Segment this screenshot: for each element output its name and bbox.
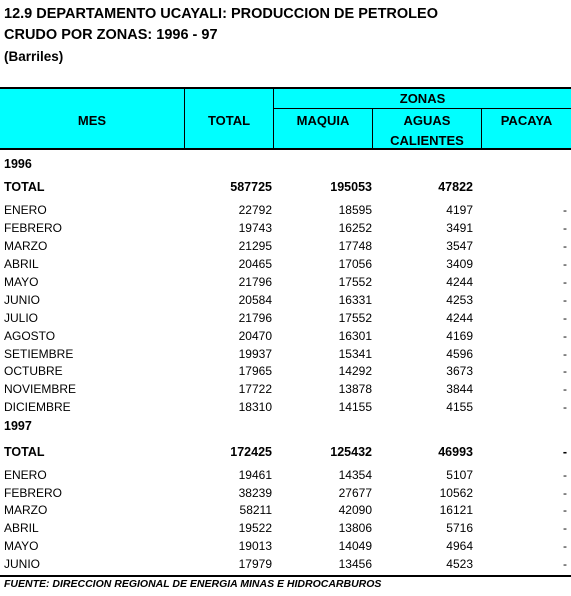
total-row	[0, 443, 571, 461]
cell-aguas: 3491	[446, 221, 473, 235]
cell-pacaya: -	[563, 347, 567, 361]
cell-total: 587725	[230, 180, 272, 194]
table-row	[0, 362, 571, 380]
table-units: (Barriles)	[4, 49, 64, 64]
cell-pacaya: -	[563, 239, 567, 253]
table-row	[0, 501, 571, 519]
cell-total: 21295	[238, 239, 272, 253]
cell-maquia: 42090	[338, 503, 372, 517]
cell-maquia: 14155	[338, 400, 372, 414]
cell-mes: ABRIL	[4, 521, 39, 535]
cell-maquia: 17056	[338, 257, 372, 271]
cell-total: 19522	[238, 521, 272, 535]
cell-mes: TOTAL	[4, 445, 45, 459]
cell-aguas: 3547	[446, 239, 473, 253]
header-maquia: MAQUIA	[296, 113, 350, 128]
cell-mes: MAYO	[4, 275, 39, 289]
cell-pacaya: -	[563, 329, 567, 343]
year-1997: 1997	[4, 419, 32, 433]
cell-total: 17722	[238, 382, 272, 396]
table-row	[0, 291, 571, 309]
cell-aguas: 4253	[446, 293, 473, 307]
table-row	[0, 345, 571, 363]
cell-total: 21796	[238, 275, 272, 289]
table-row	[0, 519, 571, 537]
table-title-line1: 12.9 DEPARTAMENTO UCAYALI: PRODUCCION DE PETROLEO	[4, 6, 438, 22]
cell-maquia: 13878	[338, 382, 372, 396]
header-pacaya: PACAYA	[500, 113, 553, 128]
cell-maquia: 14292	[338, 364, 372, 378]
cell-pacaya: -	[563, 503, 567, 517]
cell-mes: NOVIEMBRE	[4, 382, 77, 396]
cell-mes: ABRIL	[4, 257, 39, 271]
cell-mes: MAYO	[4, 539, 39, 553]
cell-maquia: 16331	[338, 293, 372, 307]
cell-aguas: 47822	[438, 180, 473, 194]
zonas-underline	[273, 108, 571, 109]
cell-mes: FEBRERO	[4, 221, 63, 235]
cell-total: 21796	[238, 311, 272, 325]
cell-total: 58211	[239, 503, 272, 517]
cell-aguas: 4197	[446, 203, 473, 217]
table-row	[0, 255, 571, 273]
header-zonas: ZONAS	[399, 91, 446, 106]
cell-maquia: 27677	[338, 486, 372, 500]
cell-aguas: 16121	[439, 503, 473, 517]
table-row	[0, 309, 571, 327]
cell-total: 20584	[238, 293, 272, 307]
cell-aguas: 3844	[446, 382, 473, 396]
cell-maquia: 13456	[338, 557, 372, 571]
header-mes: MES	[77, 113, 107, 128]
cell-pacaya: -	[563, 468, 567, 482]
cell-aguas: 4155	[446, 400, 473, 414]
cell-mes: ENERO	[4, 203, 47, 217]
header-total: TOTAL	[207, 113, 251, 128]
cell-total: 172425	[230, 445, 272, 459]
table-row	[0, 237, 571, 255]
year-label	[0, 155, 571, 173]
cell-pacaya: -	[563, 293, 567, 307]
cell-maquia: 16252	[338, 221, 372, 235]
cell-aguas: 4523	[446, 557, 473, 571]
header-aguas-line2: CALIENTES	[390, 133, 464, 148]
table-row	[0, 273, 571, 291]
cell-aguas: 4244	[446, 275, 473, 289]
cell-mes: MARZO	[4, 239, 48, 253]
cell-maquia: 17552	[338, 311, 372, 325]
cell-maquia: 17552	[338, 275, 372, 289]
table-header	[0, 87, 571, 150]
cell-aguas: 3673	[446, 364, 473, 378]
cell-aguas: 3409	[446, 257, 473, 271]
cell-mes: JUNIO	[4, 557, 40, 571]
cell-total: 17965	[238, 364, 272, 378]
cell-pacaya: -	[563, 364, 567, 378]
cell-pacaya: -	[563, 382, 567, 396]
cell-pacaya: -	[563, 557, 567, 571]
cell-total: 20470	[238, 329, 272, 343]
table-row	[0, 484, 571, 502]
cell-mes: JULIO	[4, 311, 39, 325]
table-row	[0, 219, 571, 237]
table-row	[0, 466, 571, 484]
cell-maquia: 16301	[338, 329, 372, 343]
year-1996: 1996	[4, 157, 32, 171]
cell-total: 22792	[238, 203, 272, 217]
table-title-line2: CRUDO POR ZONAS: 1996 - 97	[4, 27, 218, 43]
cell-total: 19013	[238, 539, 272, 553]
cell-mes: FEBRERO	[4, 486, 63, 500]
cell-maquia: 15341	[338, 347, 372, 361]
cell-mes: DICIEMBRE	[4, 400, 71, 414]
source-note: FUENTE: DIRECCION REGIONAL DE ENERGIA MINAS E HIDROCARBUROS	[4, 578, 382, 590]
cell-aguas: 4596	[446, 347, 473, 361]
cell-aguas: 4964	[446, 539, 473, 553]
table-row	[0, 380, 571, 398]
cell-aguas: 4169	[446, 329, 473, 343]
cell-total: 19461	[238, 468, 272, 482]
cell-mes: TOTAL	[4, 180, 45, 194]
table-bottom-border	[0, 575, 571, 577]
cell-mes: JUNIO	[4, 293, 40, 307]
cell-mes: MARZO	[4, 503, 48, 517]
cell-maquia: 13806	[338, 521, 372, 535]
cell-maquia: 14049	[338, 539, 372, 553]
table-row	[0, 537, 571, 555]
cell-aguas: 10562	[439, 486, 473, 500]
table-row	[0, 327, 571, 345]
cell-pacaya: -	[563, 203, 567, 217]
cell-pacaya: -	[563, 311, 567, 325]
cell-maquia: 125432	[330, 445, 372, 459]
cell-pacaya: -	[563, 521, 567, 535]
cell-mes: AGOSTO	[4, 329, 56, 343]
cell-aguas: 46993	[438, 445, 473, 459]
cell-total: 19743	[238, 221, 272, 235]
cell-total: 19937	[238, 347, 272, 361]
table-row	[0, 555, 571, 573]
cell-total: 38239	[238, 486, 272, 500]
cell-maquia: 195053	[330, 180, 372, 194]
cell-pacaya: -	[563, 400, 567, 414]
total-row	[0, 178, 571, 196]
cell-total: 17979	[238, 557, 272, 571]
cell-pacaya: -	[563, 486, 567, 500]
table-row	[0, 201, 571, 219]
cell-pacaya: -	[562, 445, 567, 459]
header-aguas-line1: AGUAS	[403, 113, 451, 128]
cell-pacaya: -	[563, 221, 567, 235]
cell-aguas: 5716	[446, 521, 473, 535]
cell-maquia: 17748	[338, 239, 372, 253]
cell-total: 20465	[238, 257, 272, 271]
year-label	[0, 417, 571, 435]
cell-mes: ENERO	[4, 468, 47, 482]
cell-mes: OCTUBRE	[4, 364, 63, 378]
cell-maquia: 14354	[338, 468, 372, 482]
cell-pacaya: -	[563, 257, 567, 271]
cell-aguas: 4244	[446, 311, 473, 325]
table-row	[0, 398, 571, 416]
cell-pacaya: -	[563, 275, 567, 289]
cell-aguas: 5107	[446, 468, 473, 482]
cell-mes: SETIEMBRE	[4, 347, 74, 361]
cell-maquia: 18595	[338, 203, 372, 217]
title-block	[4, 4, 438, 67]
cell-total: 18310	[238, 400, 272, 414]
cell-pacaya: -	[563, 539, 567, 553]
